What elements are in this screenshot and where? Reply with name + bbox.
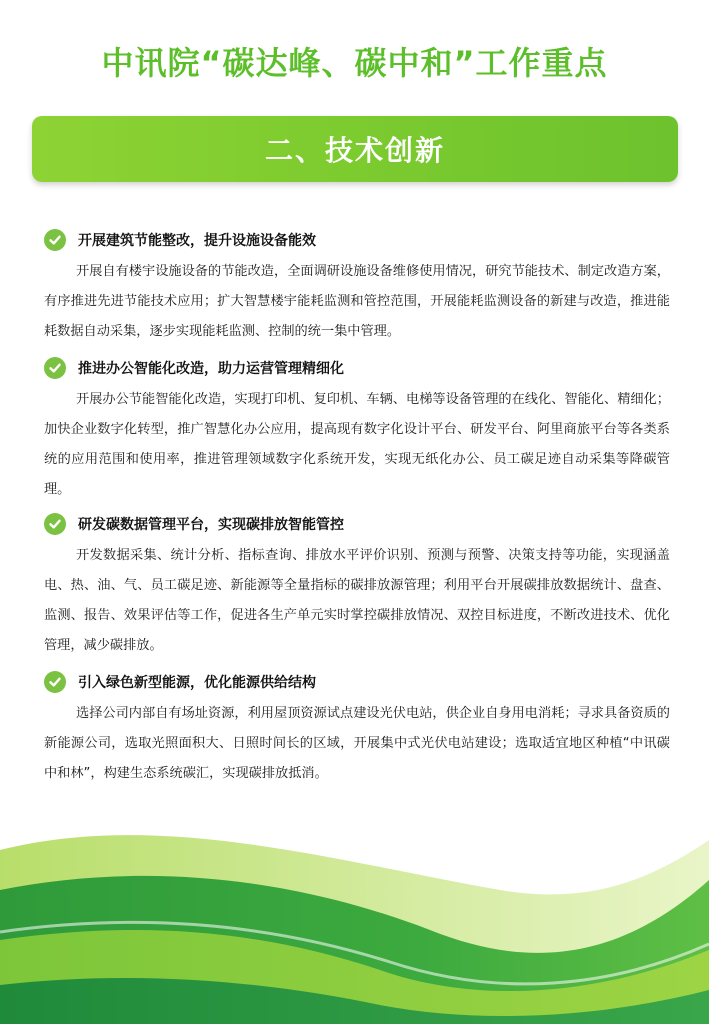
check-circle-icon (44, 229, 66, 251)
section-banner (32, 116, 678, 182)
section-body: 开发数据采集、统计分析、指标查询、排放水平评价识别、预测与预警、决策支持等功能，实现涵盖电、热、油、气、员工碳足迹、新能源等全量指标的碳排放源管理；利用平台开展碳排放数据统计、盘查、监测、报告、效果评估等工作，促进各生产单元实时掌控碳排放情况、双控目标进度，不断改进技术、优化管理，减少碳排放。 (44, 548, 670, 653)
page-title: 中讯院“碳达峰、碳中和”工作重点 (101, 44, 608, 82)
section-heading: 引入绿色新型能源，优化能源供给结构 (78, 675, 316, 691)
check-circle-icon (44, 357, 66, 379)
section-header (44, 670, 670, 694)
section-heading: 研发碳数据管理平台，实现碳排放智能管控 (78, 517, 344, 533)
green-wave-decoration (0, 820, 709, 1024)
section-heading: 开展建筑节能整改，提升设施设备能效 (78, 233, 316, 249)
section-header (44, 228, 670, 252)
section-3 (44, 512, 670, 661)
section-heading: 推进办公智能化改造，助力运营管理精细化 (78, 361, 344, 377)
check-circle-icon (44, 513, 66, 535)
section-body: 选择公司内部自有场址资源，利用屋顶资源试点建设光伏电站，供企业自身用电消耗；寻求具备资质的新能源公司，选取光照面积大、日照时间长的区域，开展集中式光伏电站建设；选取适宜地区种植“中讯碳中和林”，构建生态系统碳汇，实现碳排放抵消。 (44, 706, 670, 781)
section-2 (44, 356, 670, 505)
section-1 (44, 228, 670, 347)
section-header (44, 512, 670, 536)
check-circle-icon (44, 671, 66, 693)
section-header (44, 356, 670, 380)
banner-title: 二、技术创新 (264, 134, 445, 167)
section-body: 开展办公节能智能化改造，实现打印机、复印机、车辆、电梯等设备管理的在线化、智能化、精细化；加快企业数字化转型，推广智慧化办公应用，提高现有数字化设计平台、研发平台、阿里商旅平台等各类系统的应用范围和使用率，推进管理领域数字化系统开发，实现无纸化办公、员工碳足迹自动采集等降碳管理。 (44, 392, 670, 497)
section-body: 开展自有楼宇设施设备的节能改造，全面调研设施设备维修使用情况，研究节能技术、制定改造方案，有序推进先进节能技术应用；扩大智慧楼宇能耗监测和管控范围，开展能耗监测设备的新建与改造，推进能耗数据自动采集，逐步实现能耗监测、控制的统一集中管理。 (44, 264, 670, 339)
section-4 (44, 670, 670, 789)
